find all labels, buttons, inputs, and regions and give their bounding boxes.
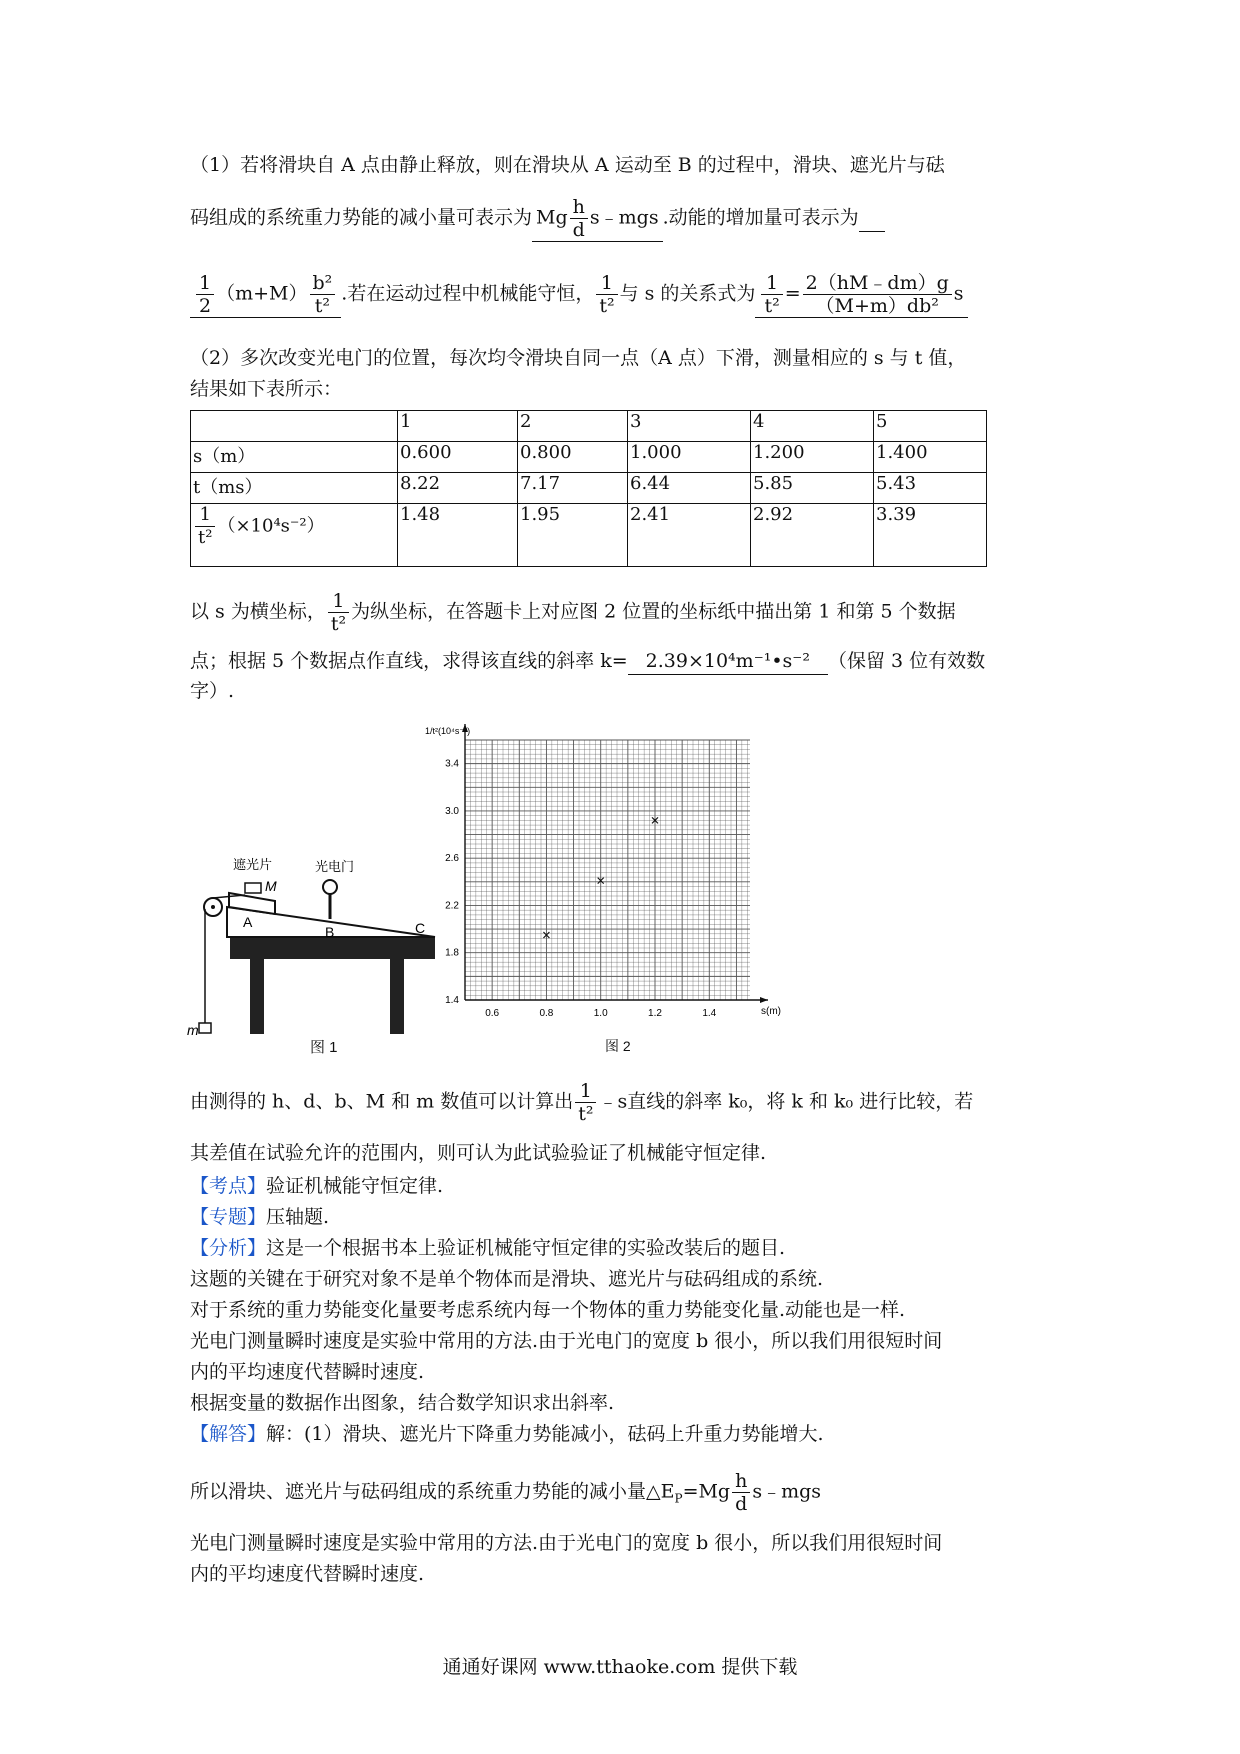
q1-line2	[190, 196, 885, 242]
row-label-num: 1	[195, 504, 215, 527]
conclusion-text-b: ﹣s直线的斜率 k₀，将 k 和 k₀ 进行比较，若	[598, 1090, 974, 1113]
pe-num: h	[570, 196, 588, 219]
label-B: B	[325, 924, 335, 940]
analysis-p3a: 光电门测量瞬时速度是实验中常用的方法.由于光电门的宽度 b 很小，所以我们用很短时间	[190, 1330, 943, 1352]
after-table-num: 1	[328, 590, 349, 613]
graph-ticks	[445, 759, 717, 1019]
table-cell: 0.600	[398, 442, 518, 473]
answer-potential-energy	[532, 196, 663, 242]
after-table-text-b: 为纵坐标，在答题卡上对应图 2 位置的坐标纸中描出第 1 和第 5 个数据	[351, 600, 956, 623]
answer-slope: 2.39×10⁴m⁻¹•s⁻²	[628, 648, 828, 675]
graph-axes	[462, 724, 768, 1003]
kaodian-line	[190, 1173, 443, 1199]
table-header-row	[191, 411, 987, 442]
kaodian-tag: 【考点】	[190, 1175, 267, 1197]
analysis-p3b: 内的平均速度代替瞬时速度.	[190, 1361, 425, 1383]
q1-line1: （1）若将滑块自 A 点由静止释放，则在滑块从 A 运动至 B 的过程中，滑块、遮光片与砝	[190, 154, 945, 176]
figure1-apparatus	[185, 845, 445, 1050]
table-cell: 5.85	[751, 473, 874, 504]
conclusion-text-a: 由测得的 h、d、b、M 和 m 数值可以计算出	[190, 1090, 574, 1113]
table-cell: 2.92	[751, 504, 874, 567]
table-header-cell	[191, 411, 398, 442]
table-header-cell: 4	[751, 411, 874, 442]
shading-plate	[245, 883, 261, 893]
q1-line3-text: .若在运动过程中机械能守恒，	[341, 282, 595, 305]
zhuanti-line	[190, 1204, 329, 1230]
graph-ylabel: 1/t²(10⁴s⁻²)	[425, 726, 471, 736]
page-footer: 通通好课网 www.tthaoke.com 提供下载	[442, 1656, 798, 1678]
conclusion-den: t²	[578, 1103, 594, 1125]
zhuanti-text: 压轴题.	[266, 1206, 330, 1228]
label-gate: 光电门	[315, 859, 355, 874]
jieda-tag: 【解答】	[190, 1423, 267, 1445]
y-tick-label: 1.4	[445, 995, 459, 1006]
rel-lhs-den: t²	[764, 295, 780, 317]
row-label-den: t²	[198, 527, 213, 548]
conclusion-line2: 其差值在试验允许的范围内，则可认为此试验验证了机械能守恒定律.	[190, 1142, 767, 1164]
y-tick-label: 1.8	[445, 947, 459, 959]
table-cell: 7.17	[518, 473, 628, 504]
table-leg-right	[390, 959, 404, 1034]
q1-line3	[190, 272, 968, 318]
graph-xlabel: s(m)	[761, 1006, 781, 1017]
ke-half-num: 1	[196, 272, 214, 295]
x-tick-label: 0.6	[485, 1008, 500, 1019]
pulley-axle	[211, 905, 215, 909]
p5-post: s﹣mgs	[752, 1480, 822, 1503]
rel-fraction	[803, 272, 952, 317]
rel-lhs-num: 1	[761, 272, 782, 295]
table-header-cell: 3	[628, 411, 751, 442]
data-table	[190, 410, 987, 567]
table-cell: 5.43	[874, 473, 987, 504]
after-table-line3: 字）.	[190, 680, 235, 702]
table-cell: 8.22	[398, 473, 518, 504]
conclusion-line1	[190, 1080, 973, 1125]
analysis-p6a: 光电门测量瞬时速度是实验中常用的方法.由于光电门的宽度 b 很小，所以我们用很短时间	[190, 1532, 943, 1554]
ke-half-den: 2	[199, 295, 212, 317]
answer-blank-start	[859, 205, 885, 232]
analysis-p1: 这题的关键在于研究对象不是单个物体而是滑块、遮光片与砝码组成的系统.	[190, 1268, 824, 1290]
table-cell: 1.000	[628, 442, 751, 473]
after-table-line2-a: 点；根据 5 个数据点作直线，求得该直线的斜率 k=	[190, 650, 628, 672]
table-cell: 3.39	[874, 504, 987, 567]
x-tick-label: 1.4	[702, 1008, 717, 1019]
pe-pre: Mg	[536, 206, 568, 229]
conclusion-num: 1	[575, 1080, 596, 1103]
rel-den: （M+m）db²	[815, 295, 939, 317]
analysis-p5	[190, 1470, 821, 1515]
inv-den: t²	[599, 295, 615, 317]
table-row-label	[191, 504, 398, 567]
table-row-label: t（ms）	[191, 473, 398, 504]
inv-num: 1	[596, 272, 617, 295]
table-leg-left	[250, 959, 264, 1034]
table-cell: 6.44	[628, 473, 751, 504]
zhuanti-tag: 【专题】	[190, 1206, 267, 1228]
x-tick-label: 1.2	[648, 1008, 662, 1019]
p5-text-a: 所以滑块、遮光片与砝码组成的系统重力势能的减小量△E	[190, 1480, 675, 1503]
label-A: A	[243, 914, 253, 930]
figure2-graph	[425, 712, 785, 1032]
ke-fraction	[310, 272, 336, 317]
answer-relation: $\frac{1}{\text{t²}}$ = $\frac{2(hM﹣dm)g}{\text{（M+m）db²}}$ s	[755, 272, 967, 318]
kaodian-text: 验证机械能守恒定律.	[266, 1175, 444, 1197]
p5-sub: P	[674, 1491, 683, 1506]
after-table-den: t²	[330, 613, 347, 635]
table-cell: 2.41	[628, 504, 751, 567]
analysis-p4: 根据变量的数据作出图象，结合数学知识求出斜率.	[190, 1392, 615, 1414]
ke-mid: （m+M）	[216, 282, 308, 305]
fenxi-text: 这是一个根据书本上验证机械能守恒定律的实验改装后的题目.	[266, 1237, 786, 1259]
y-tick-label: 3.0	[445, 805, 459, 817]
after-table-line2	[190, 648, 985, 675]
p5-num: h	[732, 1470, 750, 1493]
hanging-mass	[199, 1023, 211, 1033]
analysis-p2: 对于系统的重力势能变化量要考虑系统内每一个物体的重力势能变化量.动能也是一样.	[190, 1299, 906, 1321]
ke-num: b²	[310, 272, 336, 295]
q2-line2: 结果如下表所示：	[190, 378, 343, 400]
ke-den: t²	[314, 295, 331, 317]
ke-half	[196, 272, 214, 317]
table-row-label: s（m）	[191, 442, 398, 473]
graph-grid	[465, 740, 750, 1000]
table-cell: 1.48	[398, 504, 518, 567]
label-m: m	[187, 1022, 199, 1038]
rel-post: s	[953, 282, 964, 305]
q1-line2-text: 码组成的系统重力势能的减小量可表示为	[190, 206, 533, 229]
pe-den: d	[572, 219, 585, 241]
jieda-text: 解：(1）滑块、遮光片下降重力势能减小，砝码上升重力势能增大.	[266, 1423, 824, 1445]
pe-post: s﹣mgs	[589, 206, 659, 229]
x-axis-arrow	[760, 997, 768, 1003]
table-top	[230, 937, 435, 959]
y-tick-label: 2.2	[445, 900, 459, 912]
p5-den: d	[735, 1493, 748, 1515]
table-header-cell: 1	[398, 411, 518, 442]
table-cell: 0.800	[518, 442, 628, 473]
photogate-icon	[323, 880, 337, 894]
answer-kinetic-energy	[190, 272, 341, 318]
after-table-line2-b: （保留 3 位有效数	[827, 650, 986, 672]
y-tick-label: 3.4	[445, 758, 459, 770]
row-label-unit: （×10⁴s⁻²）	[217, 515, 325, 537]
figure1-caption: 图 1	[310, 1039, 338, 1056]
after-table-line1	[190, 590, 956, 635]
conclusion-fraction	[575, 1080, 596, 1125]
label-shade: 遮光片	[233, 857, 273, 872]
table-header-cell: 2	[518, 411, 628, 442]
table-row	[191, 473, 987, 504]
q1-line3-text-b: 与 s 的关系式为	[619, 282, 756, 305]
x-tick-label: 1.0	[593, 1008, 608, 1019]
analysis-p6b: 内的平均速度代替瞬时速度.	[190, 1563, 425, 1585]
label-C: C	[415, 920, 426, 936]
after-table-text-a: 以 s 为横坐标，	[190, 600, 326, 623]
x-tick-label: 0.8	[539, 1008, 554, 1019]
p5-text-b: =Mg	[682, 1480, 731, 1503]
fenxi-tag: 【分析】	[190, 1237, 267, 1259]
table-header-cell: 5	[874, 411, 987, 442]
fenxi-line	[190, 1235, 785, 1261]
pe-fraction	[570, 196, 588, 241]
figure2-caption: 图 2	[605, 1038, 631, 1054]
p5-fraction	[732, 1470, 750, 1515]
q2-line1: （2）多次改变光电门的位置，每次均令滑块自同一点（A 点）下滑，测量相应的 s 与 t 值，	[190, 347, 967, 369]
rel-lhs	[761, 272, 782, 317]
q1-line2-text-b: .动能的增加量可表示为	[662, 206, 859, 229]
row-label-fraction	[195, 504, 215, 549]
rel-num: 2（hM﹣dm）g	[803, 272, 952, 295]
label-M: M	[265, 878, 277, 894]
after-table-fraction	[328, 590, 349, 635]
table-cell: 1.400	[874, 442, 987, 473]
table-row	[191, 442, 987, 473]
jieda-line	[190, 1421, 824, 1447]
table-cell: 1.200	[751, 442, 874, 473]
y-tick-label: 2.6	[445, 853, 459, 865]
table-cell: 1.95	[518, 504, 628, 567]
inv-t2-fraction	[596, 272, 617, 317]
table-row	[191, 504, 987, 567]
